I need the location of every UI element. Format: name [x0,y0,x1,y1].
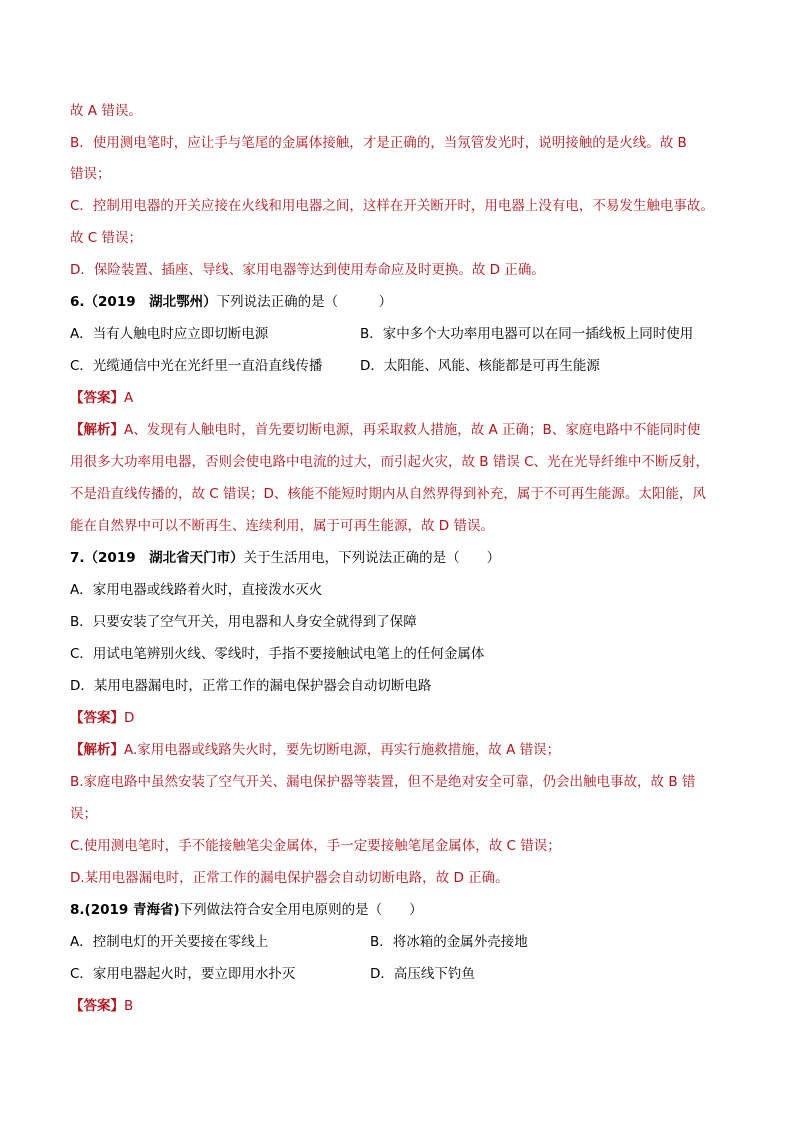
answer-label: 【答案】 [70,390,124,406]
analysis-line: 不是沿直线传播的，故 C 错误；D、核能不能短时期内从自然界得到补充，属于不可再生能源。太阳能，风 [70,486,706,502]
answer-value: D [124,710,135,726]
question-source: （2019 湖北鄂州） [84,294,217,310]
analysis-line: D.某用电器漏电时，正常工作的漏电保护器会自动切断电路，故 D 正确。 [70,870,509,886]
answer-value: B [124,998,134,1014]
answer-line [70,392,133,406]
question-7-header [70,552,500,566]
prev-explanation-line: D．保险装置、插座、导线、家用电器等达到使用寿命应及时更换。故 D 正确。 [70,262,545,278]
option-d: D．某用电器漏电时，正常工作的漏电保护器会自动切断电路 [70,678,432,694]
prev-explanation-line: 故 A 错误。 [70,103,142,119]
option-d: D．太阳能、风能、核能都是可再生能源 [360,358,600,374]
answer-label: 【答案】 [70,998,124,1014]
prev-explanation-line: 错误； [70,166,111,182]
analysis-text: A、发现有人触电时，首先要切断电源，再采取救人措施，故 A 正确；B、家庭电路中不能同时使 [124,422,701,438]
question-stem: 下列做法符合安全用电原则的是（ ） [179,902,423,918]
option-c: C．用试电笔辨别火线、零线时，手指不要接触试电笔上的任何金属体 [70,646,485,662]
option-c: C．家用电器起火时，要立即用水扑灭 [70,966,296,982]
analysis-line: B.家庭电路中虽然安装了空气开关、漏电保护器等装置，但不是绝对安全可靠，仍会出触电事故，故 B 错 [70,774,696,790]
question-6-header [70,296,392,310]
answer-line [70,1000,133,1014]
prev-explanation-line: C．控制用电器的开关应接在火线和用电器之间，这样在开关断开时，用电器上没有电，不易发生触电事故。 [70,198,714,214]
question-8-header [70,904,423,918]
question-stem: 下列说法正确的是（ ） [216,294,393,310]
analysis-line: 误； [70,806,97,822]
analysis-line: 用很多大功率用电器，否则会使电路中电流的过大，而引起火灾，故 B 错误 C、光在光导纤维中不断反射， [70,454,710,470]
option-b: B．只要安装了空气开关，用电器和人身安全就得到了保障 [70,614,417,630]
analysis-line [70,424,700,438]
answer-value: A [124,390,134,406]
question-source: (2019 青海省) [84,902,180,918]
question-number: 8. [70,902,85,918]
option-a: A．当有人触电时应立即切断电源 [70,326,269,342]
question-source: （2019 湖北省天门市） [84,550,244,566]
analysis-line [70,744,560,758]
analysis-label: 【解析】 [70,742,124,758]
analysis-label: 【解析】 [70,422,124,438]
question-stem: 关于生活用电，下列说法正确的是（ ） [243,550,501,566]
prev-explanation-line: B．使用测电笔时，应让手与笔尾的金属体接触，才是正确的，当氖管发光时，说明接触的是火线。故 B [70,135,687,151]
answer-line [70,712,134,726]
option-a: A．控制电灯的开关要接在零线上 [70,934,269,950]
option-c: C．光缆通信中光在光纤里一直沿直线传播 [70,358,323,374]
option-a: A．家用电器或线路着火时，直接泼水灭火 [70,582,323,598]
option-b: B．将冰箱的金属外壳接地 [370,934,528,950]
prev-explanation-line: 故 C 错误； [70,230,143,246]
analysis-line: C.使用测电笔时，手不能接触笔尖金属体，手一定要接触笔尾金属体，故 C 错误； [70,838,561,854]
analysis-text: A.家用电器或线路失火时，要先切断电源，再实行施救措施，故 A 错误； [124,742,561,758]
option-d: D．高压线下钓鱼 [370,966,475,982]
answer-label: 【答案】 [70,710,124,726]
analysis-line: 能在自然界中可以不断再生、连续利用，属于可再生能源，故 D 错误。 [70,518,494,534]
option-b: B．家中多个大功率用电器可以在同一插线板上同时使用 [360,326,694,342]
question-number: 6. [70,294,85,310]
question-number: 7. [70,550,85,566]
